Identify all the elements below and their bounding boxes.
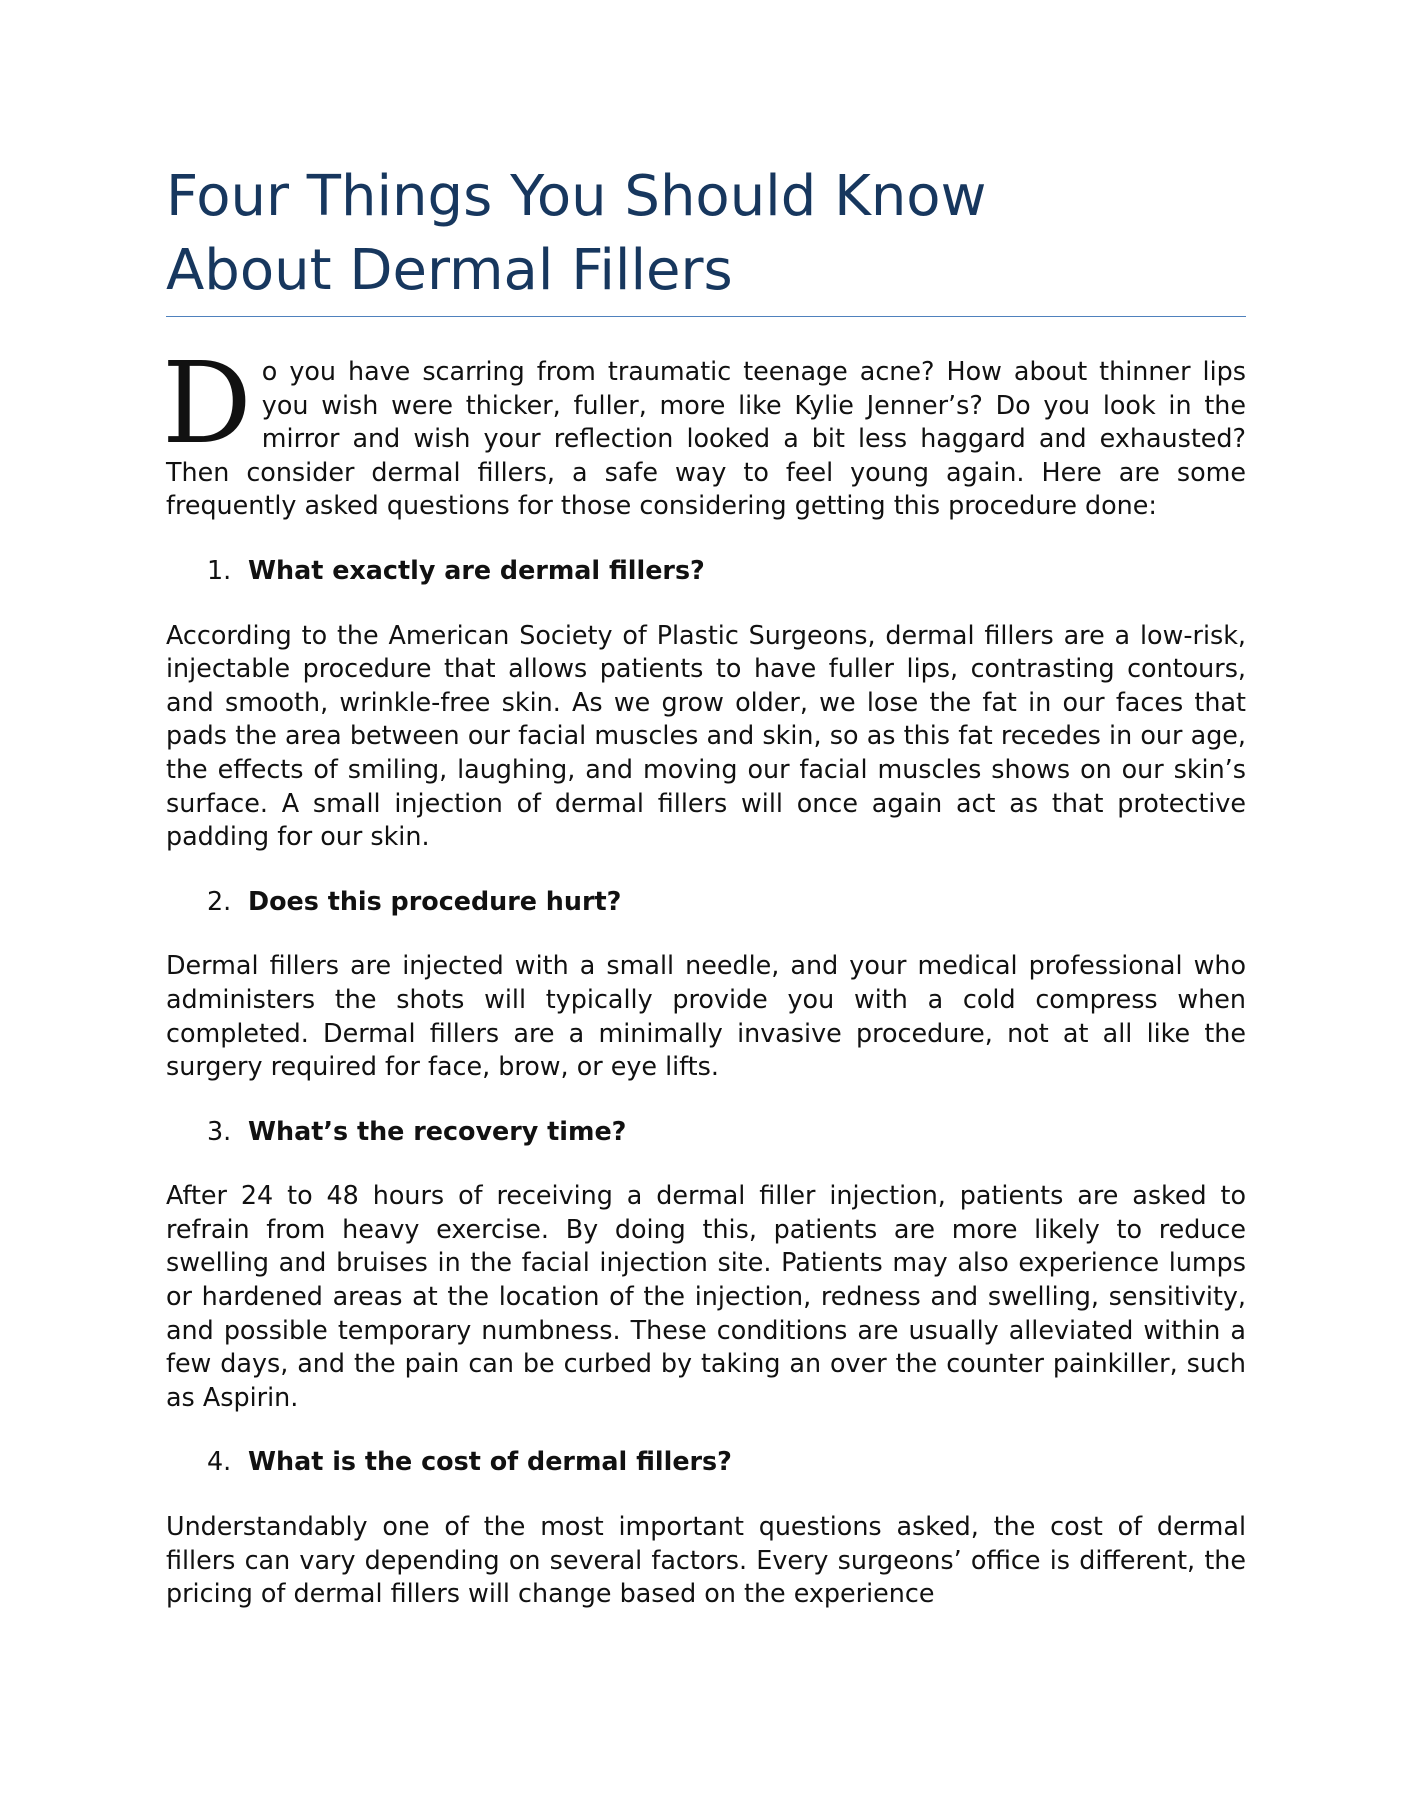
question-item [166, 1115, 1246, 1415]
question-title: What is the cost of dermal fillers? [248, 1446, 732, 1477]
title-line-2: About Dermal Fillers [166, 238, 733, 303]
question-heading [166, 554, 1246, 588]
question-heading [166, 1445, 1246, 1479]
question-title: What exactly are dermal fillers? [248, 554, 705, 585]
document-page [162, 160, 1246, 1611]
question-item [166, 554, 1246, 854]
answer-paragraph: Dermal fillers are injected with a small needle, and your medical professional who administers the shots will typically provide you with a cold compress when completed. Dermal fillers are a minimally invasive procedure, not at all like the surgery required for face, brow, or eye lifts. [166, 950, 1246, 1082]
document-title [166, 160, 1246, 317]
question-number: 3. [207, 1115, 232, 1146]
question-number: 2. [207, 885, 232, 916]
question-item [166, 1445, 1246, 1610]
intro-text: o you have scarring from traumatic teenage acne? How about thinner lips you wish were thicker, fuller, more like Kylie Jenner’s? Do you look in the mirror and wish your reflection looked a bit less haggard and exhausted? Then consider dermal fillers, a safe way to feel young again. Here are some frequently asked questions for those considering getting this procedure done: [166, 356, 1246, 521]
question-title: What’s the recovery time? [248, 1115, 627, 1146]
question-item [166, 885, 1246, 1084]
question-list [166, 554, 1246, 1611]
question-title: Does this procedure hurt? [248, 885, 622, 916]
question-heading [166, 885, 1246, 919]
question-heading [166, 1115, 1246, 1149]
answer-paragraph: Understandably one of the most important questions asked, the cost of dermal fillers can vary depending on several factors. Every surgeons’ office is different, the pricing of dermal fillers will change based on the experience [166, 1511, 1246, 1609]
question-number: 1. [207, 554, 232, 585]
drop-cap: D [162, 339, 252, 469]
question-number: 4. [207, 1446, 232, 1477]
title-line-1: Four Things You Should Know [166, 164, 987, 229]
answer-paragraph: According to the American Society of Plastic Surgeons, dermal fillers are a low-risk, injectable procedure that allows patients to have fuller lips, contrasting contours, and smooth, wrinkle-free skin. As we grow older, we lose the fat in our faces that pads the area between our facial muscles and skin, so as this fat recedes in our age, the effects of smiling, laughing, and moving our facial muscles shows on our skin’s surface. A small injection of dermal fillers will once again act as that protective padding for our skin. [166, 619, 1246, 852]
intro-paragraph [162, 339, 1246, 523]
answer-paragraph: After 24 to 48 hours of receiving a dermal filler injection, patients are asked to refrain from heavy exercise. By doing this, patients are more likely to reduce swelling and bruises in the facial injection site. Patients may also experience lumps or hardened areas at the location of the injection, redness and swelling, sensitivity, and possible temporary numbness. These conditions are usually alleviated within a few days, and the pain can be curbed by taking an over the counter painkiller, such as Aspirin. [166, 1180, 1246, 1412]
